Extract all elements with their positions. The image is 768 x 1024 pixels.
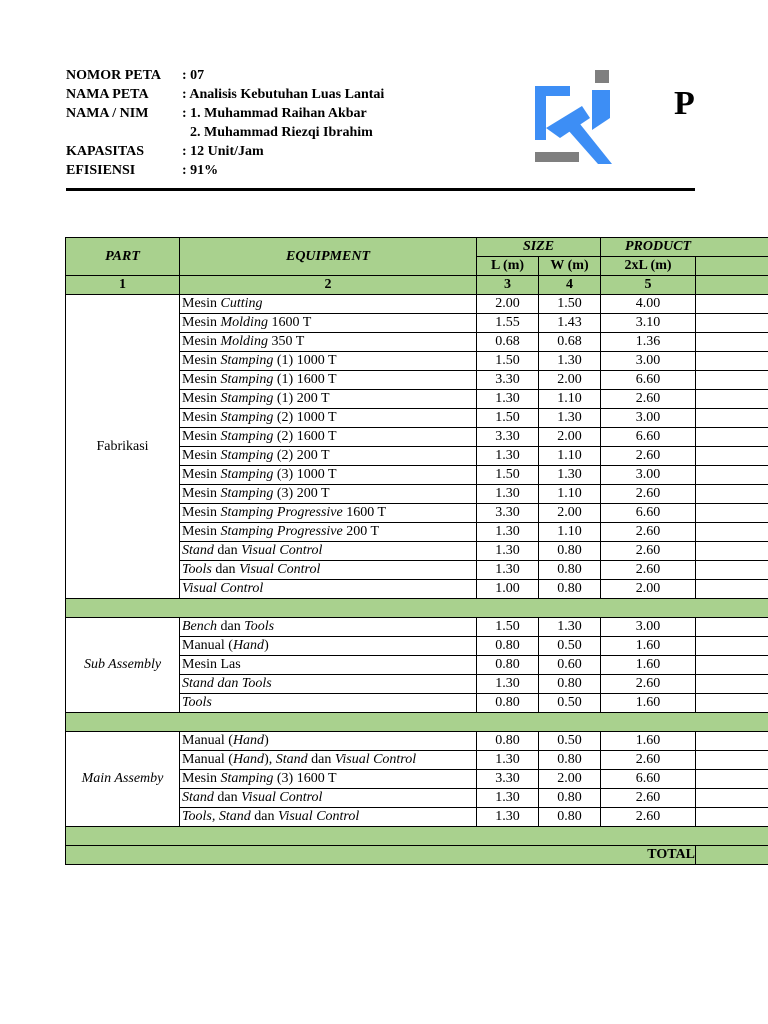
equipment-text-segment: Mesin <box>182 410 221 425</box>
equipment-text-segment: Hand <box>232 752 265 767</box>
width-cell: 1.10 <box>539 523 601 542</box>
length-cell: 0.80 <box>477 656 539 675</box>
width-cell: 1.50 <box>539 295 601 314</box>
width-cell: 0.80 <box>539 789 601 808</box>
extra-cell <box>696 390 768 409</box>
col-header-2xl: 2xL (m) <box>601 257 696 276</box>
nama-peta-label: NAMA PETA <box>66 87 149 102</box>
col-header-w: W (m) <box>539 257 601 276</box>
width-cell: 0.80 <box>539 580 601 599</box>
equipment-cell <box>180 409 477 428</box>
nomor-peta-row <box>66 66 486 85</box>
product-cell: 2.60 <box>601 751 696 770</box>
equipment-text-segment: Mesin <box>182 334 221 349</box>
equipment-cell <box>180 390 477 409</box>
extra-cell <box>696 466 768 485</box>
equipment-text-segment: Visual Control <box>241 543 323 558</box>
col-header-size: SIZE <box>477 238 601 257</box>
col-number-6 <box>696 276 768 295</box>
equipment-text-segment: dan <box>211 562 240 577</box>
width-cell: 0.60 <box>539 656 601 675</box>
length-cell: 1.30 <box>477 485 539 504</box>
table-row <box>66 618 768 637</box>
product-cell: 1.60 <box>601 694 696 713</box>
equipment-cell <box>180 352 477 371</box>
equipment-text-segment: (3) 1600 T <box>273 771 337 786</box>
length-cell: 1.30 <box>477 523 539 542</box>
equipment-text-segment: (2) 1000 T <box>273 410 337 425</box>
equipment-text-segment: (1) 200 T <box>273 391 330 406</box>
equipment-text-segment: Stamping Progressive <box>220 524 343 539</box>
equipment-text-segment: Manual ( <box>182 733 233 748</box>
extra-cell <box>696 618 768 637</box>
nama-nim-value-2: 2. Muhammad Riezqi Ibrahim <box>190 125 373 140</box>
equipment-cell <box>180 504 477 523</box>
equipment-text-segment: Tools, Stand <box>182 809 251 824</box>
extra-cell <box>696 770 768 789</box>
subtotal-cell <box>66 713 768 732</box>
equipment-text-segment: Stamping <box>220 372 274 387</box>
equipment-text-segment: Molding <box>220 334 268 349</box>
equipment-text-segment: 1600 T <box>342 505 387 520</box>
equipment-text-segment: Stamping <box>220 467 274 482</box>
length-cell: 1.30 <box>477 561 539 580</box>
equipment-text-segment: Stamping <box>220 391 274 406</box>
equipment-text-segment: Stand <box>182 543 214 558</box>
equipment-text-segment: Stamping <box>220 771 274 786</box>
nama-nim-row-2 <box>66 123 486 142</box>
equipment-text-segment: (3) 200 T <box>273 486 330 501</box>
length-cell: 0.80 <box>477 637 539 656</box>
equipment-text-segment: Mesin <box>182 486 221 501</box>
subtotal-row <box>66 713 768 732</box>
kapasitas-label: KAPASITAS <box>66 144 145 159</box>
equipment-cell <box>180 789 477 808</box>
product-cell: 2.60 <box>601 542 696 561</box>
product-cell: 1.60 <box>601 656 696 675</box>
length-cell: 1.30 <box>477 390 539 409</box>
equipment-cell <box>180 751 477 770</box>
equipment-text-segment: Visual Control <box>277 809 360 824</box>
nama-peta-row <box>66 85 486 104</box>
equipment-text-segment: Visual Control <box>241 790 323 805</box>
width-cell: 2.00 <box>539 504 601 523</box>
equipment-cell <box>180 371 477 390</box>
equipment-cell <box>180 485 477 504</box>
subtotal-row <box>66 827 768 846</box>
col-number-3: 3 <box>477 276 539 295</box>
equipment-text-segment: Mesin <box>182 296 221 311</box>
efisiensi-label: EFISIENSI <box>66 163 136 178</box>
equipment-text-segment: Mesin <box>182 429 221 444</box>
length-cell: 0.80 <box>477 694 539 713</box>
col-header-equipment: EQUIPMENT <box>180 238 477 276</box>
extra-cell <box>696 694 768 713</box>
equipment-cell <box>180 732 477 751</box>
equipment-text-segment: 1600 T <box>267 315 312 330</box>
product-cell: 6.60 <box>601 504 696 523</box>
length-cell: 1.50 <box>477 409 539 428</box>
equipment-cell <box>180 314 477 333</box>
equipment-text-segment: Molding <box>220 315 268 330</box>
extra-cell <box>696 751 768 770</box>
equipment-text-segment: Mesin <box>182 372 221 387</box>
equipment-text-segment: Tools <box>182 562 212 577</box>
width-cell: 1.10 <box>539 447 601 466</box>
length-cell: 1.50 <box>477 352 539 371</box>
equipment-text-segment: Stamping <box>220 429 274 444</box>
product-cell: 2.60 <box>601 485 696 504</box>
width-cell: 1.10 <box>539 390 601 409</box>
equipment-text-segment: Stamping <box>220 410 274 425</box>
width-cell: 0.80 <box>539 542 601 561</box>
width-cell: 0.68 <box>539 333 601 352</box>
nama-nim-value: : 1. Muhammad Raihan Akbar <box>182 106 367 121</box>
equipment-text-segment: Stamping Progressive <box>220 505 343 520</box>
equipment-cell <box>180 618 477 637</box>
length-cell: 1.30 <box>477 542 539 561</box>
floor-area-table-container <box>65 237 768 865</box>
width-cell: 0.50 <box>539 694 601 713</box>
equipment-text-segment: 350 T <box>267 334 305 349</box>
company-logo <box>520 68 630 168</box>
equipment-text-segment: Stamping <box>220 448 274 463</box>
length-cell: 3.30 <box>477 371 539 390</box>
equipment-text-segment: Bench <box>182 619 217 634</box>
equipment-cell <box>180 770 477 789</box>
extra-cell <box>696 732 768 751</box>
equipment-text-segment: (1) 1000 T <box>273 353 337 368</box>
length-cell: 0.68 <box>477 333 539 352</box>
equipment-text-segment: Stand <box>275 752 308 767</box>
equipment-text-segment: Stand dan Tools <box>182 676 272 691</box>
efisiensi-row <box>66 161 486 180</box>
equipment-text-segment: Mesin <box>182 505 221 520</box>
equipment-text-segment: Stamping <box>220 353 274 368</box>
product-cell: 1.60 <box>601 637 696 656</box>
part-cell: Fabrikasi <box>66 295 180 599</box>
equipment-text-segment: dan <box>250 809 278 824</box>
extra-cell <box>696 409 768 428</box>
product-cell: 2.60 <box>601 390 696 409</box>
length-cell: 1.55 <box>477 314 539 333</box>
product-cell: 2.00 <box>601 580 696 599</box>
length-cell: 3.30 <box>477 504 539 523</box>
length-cell: 0.80 <box>477 732 539 751</box>
equipment-cell <box>180 542 477 561</box>
width-cell: 2.00 <box>539 371 601 390</box>
extra-cell <box>696 523 768 542</box>
length-cell: 1.00 <box>477 580 539 599</box>
extra-cell <box>696 314 768 333</box>
table-number-row <box>66 276 768 295</box>
equipment-text-segment: Mesin <box>182 315 221 330</box>
equipment-text-segment: dan <box>216 619 245 634</box>
col-number-4: 4 <box>539 276 601 295</box>
extra-cell <box>696 789 768 808</box>
equipment-cell <box>180 466 477 485</box>
extra-cell <box>696 428 768 447</box>
product-cell: 3.10 <box>601 314 696 333</box>
equipment-cell <box>180 656 477 675</box>
width-cell: 1.30 <box>539 352 601 371</box>
product-cell: 6.60 <box>601 371 696 390</box>
extra-cell <box>696 485 768 504</box>
nama-nim-row <box>66 104 486 123</box>
extra-cell <box>696 808 768 827</box>
equipment-cell <box>180 333 477 352</box>
equipment-cell <box>180 675 477 694</box>
length-cell: 1.50 <box>477 466 539 485</box>
width-cell: 0.50 <box>539 637 601 656</box>
equipment-text-segment: Visual Control <box>334 752 417 767</box>
equipment-text-segment: Stamping <box>220 486 274 501</box>
product-cell: 4.00 <box>601 295 696 314</box>
product-cell: 3.00 <box>601 466 696 485</box>
table-row <box>66 732 768 751</box>
product-cell: 2.60 <box>601 561 696 580</box>
equipment-text-segment: ) <box>264 638 269 653</box>
equipment-cell <box>180 428 477 447</box>
table-row <box>66 295 768 314</box>
equipment-text-segment: Cutting <box>220 296 263 311</box>
width-cell: 0.80 <box>539 561 601 580</box>
length-cell: 1.30 <box>477 675 539 694</box>
product-cell: 6.60 <box>601 770 696 789</box>
part-cell: Main Assemby <box>66 732 180 827</box>
document-title-letter: P <box>674 85 695 122</box>
product-cell: 2.60 <box>601 447 696 466</box>
product-cell: 1.60 <box>601 732 696 751</box>
extra-cell <box>696 504 768 523</box>
width-cell: 1.30 <box>539 466 601 485</box>
nama-peta-value: : Analisis Kebutuhan Luas Lantai <box>182 87 385 102</box>
equipment-text-segment: (3) 1000 T <box>273 467 337 482</box>
extra-cell <box>696 675 768 694</box>
width-cell: 1.30 <box>539 409 601 428</box>
table-body <box>66 238 768 865</box>
width-cell: 1.10 <box>539 485 601 504</box>
extra-cell <box>696 352 768 371</box>
width-cell: 2.00 <box>539 770 601 789</box>
equipment-text-segment: 200 T <box>342 524 380 539</box>
col-header-l: L (m) <box>477 257 539 276</box>
equipment-cell <box>180 523 477 542</box>
equipment-text-segment: Mesin <box>182 771 221 786</box>
equipment-cell <box>180 295 477 314</box>
col-number-5: 5 <box>601 276 696 295</box>
equipment-text-segment: Tools <box>182 695 212 710</box>
equipment-text-segment: Mesin <box>182 391 221 406</box>
subtotal-row <box>66 599 768 618</box>
equipment-cell <box>180 637 477 656</box>
subtotal-cell <box>66 827 768 846</box>
length-cell: 1.30 <box>477 751 539 770</box>
equipment-text-segment: (1) 1600 T <box>273 372 337 387</box>
equipment-text-segment: Mesin <box>182 524 221 539</box>
width-cell: 0.80 <box>539 808 601 827</box>
total-row <box>66 846 768 865</box>
length-cell: 1.50 <box>477 618 539 637</box>
extra-cell <box>696 371 768 390</box>
product-cell: 3.00 <box>601 352 696 371</box>
equipment-text-segment: dan <box>213 543 242 558</box>
length-cell: 3.30 <box>477 428 539 447</box>
equipment-cell <box>180 580 477 599</box>
length-cell: 2.00 <box>477 295 539 314</box>
equipment-text-segment: Visual Control <box>182 581 264 596</box>
length-cell: 1.30 <box>477 808 539 827</box>
part-cell: Sub Assembly <box>66 618 180 713</box>
width-cell: 1.30 <box>539 618 601 637</box>
equipment-cell <box>180 694 477 713</box>
total-value-cell <box>696 846 768 865</box>
equipment-text-segment: Mesin <box>182 353 221 368</box>
width-cell: 0.50 <box>539 732 601 751</box>
equipment-text-segment: ), <box>264 752 276 767</box>
length-cell: 1.30 <box>477 789 539 808</box>
kapasitas-value: : 12 Unit/Jam <box>182 144 264 159</box>
extra-cell <box>696 656 768 675</box>
equipment-text-segment: dan <box>307 752 335 767</box>
equipment-cell <box>180 808 477 827</box>
nomor-peta-label: NOMOR PETA <box>66 68 162 83</box>
equipment-cell <box>180 561 477 580</box>
width-cell: 2.00 <box>539 428 601 447</box>
equipment-cell <box>180 447 477 466</box>
col-header-extra <box>696 257 768 276</box>
equipment-text-segment: Visual Control <box>239 562 321 577</box>
header-divider <box>66 188 695 191</box>
product-cell: 6.60 <box>601 428 696 447</box>
col-number-2: 2 <box>180 276 477 295</box>
length-cell: 3.30 <box>477 770 539 789</box>
equipment-text-segment: Mesin <box>182 467 221 482</box>
total-label: TOTAL <box>66 846 696 865</box>
equipment-text-segment: (2) 1600 T <box>273 429 337 444</box>
subtotal-cell <box>66 599 768 618</box>
width-cell: 0.80 <box>539 675 601 694</box>
floor-area-table <box>65 237 768 865</box>
length-cell: 1.30 <box>477 447 539 466</box>
equipment-text-segment: (2) 200 T <box>273 448 330 463</box>
map-header-info <box>66 66 486 180</box>
product-cell: 3.00 <box>601 618 696 637</box>
product-cell: 3.00 <box>601 409 696 428</box>
width-cell: 0.80 <box>539 751 601 770</box>
equipment-text-segment: Stand <box>182 790 214 805</box>
product-cell: 2.60 <box>601 808 696 827</box>
equipment-text-segment: Manual ( <box>182 638 233 653</box>
table-header-row-1 <box>66 238 768 257</box>
equipment-text-segment: Tools <box>244 619 275 634</box>
product-cell: 2.60 <box>601 789 696 808</box>
equipment-text-segment: ) <box>264 733 269 748</box>
width-cell: 1.43 <box>539 314 601 333</box>
nomor-peta-value: : 07 <box>182 68 205 83</box>
extra-cell <box>696 580 768 599</box>
extra-cell <box>696 637 768 656</box>
kapasitas-row <box>66 142 486 161</box>
efisiensi-value: : 91% <box>182 163 219 178</box>
equipment-text-segment: Hand <box>232 733 265 748</box>
col-header-product: PRODUCT <box>601 238 768 257</box>
product-cell: 2.60 <box>601 523 696 542</box>
equipment-text-segment: Mesin Las <box>182 657 241 672</box>
col-header-part: PART <box>66 238 180 276</box>
extra-cell <box>696 542 768 561</box>
extra-cell <box>696 333 768 352</box>
product-cell: 1.36 <box>601 333 696 352</box>
product-cell: 2.60 <box>601 675 696 694</box>
equipment-text-segment: Mesin <box>182 448 221 463</box>
equipment-text-segment: Manual ( <box>182 752 233 767</box>
equipment-text-segment: dan <box>213 790 242 805</box>
extra-cell <box>696 447 768 466</box>
equipment-text-segment: Hand <box>232 638 265 653</box>
extra-cell <box>696 561 768 580</box>
extra-cell <box>696 295 768 314</box>
nama-nim-label: NAMA / NIM <box>66 106 149 121</box>
col-number-1: 1 <box>66 276 180 295</box>
